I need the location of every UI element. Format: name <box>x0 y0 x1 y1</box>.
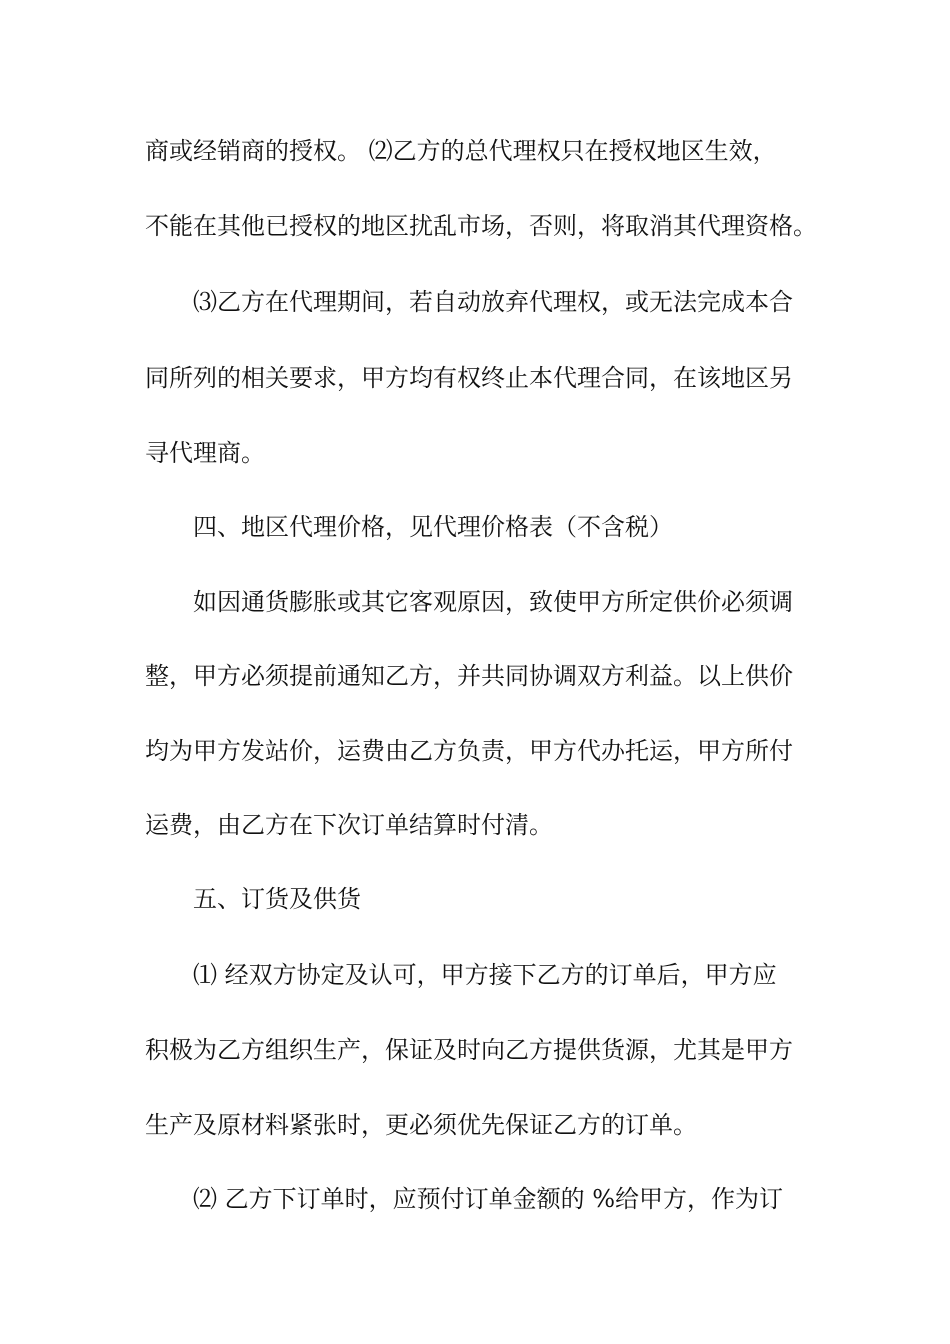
text-line-7: 如因通货膨胀或其它客观原因，致使甲方所定供价必须调 <box>193 588 793 616</box>
text-line-3: ⑶乙方在代理期间，若自动放弃代理权，或无法完成本合 <box>193 288 793 316</box>
text-line-8: 整，甲方必须提前通知乙方，并共同协调双方利益。以上供价 <box>145 662 793 690</box>
text-line-2: 不能在其他已授权的地区扰乱市场，否则，将取消其代理资格。 <box>145 212 817 240</box>
text-line-10: 运费，由乙方在下次订单结算时付清。 <box>145 811 553 839</box>
text-line-14: 生产及原材料紧张时，更必须优先保证乙方的订单。 <box>145 1111 697 1139</box>
text-line-1: 商或经销商的授权。 ⑵乙方的总代理权只在授权地区生效， <box>145 137 777 165</box>
text-line-13: 积极为乙方组织生产，保证及时向乙方提供货源，尤其是甲方 <box>145 1036 793 1064</box>
section-heading-5: 五、订货及供货 <box>193 885 361 913</box>
text-line-12: ⑴ 经双方协定及认可，甲方接下乙方的订单后，甲方应 <box>193 961 777 989</box>
section-heading-4: 四、地区代理价格，见代理价格表（不含税） <box>193 513 673 541</box>
text-line-4: 同所列的相关要求，甲方均有权终止本代理合同，在该地区另 <box>145 364 793 392</box>
text-line-5: 寻代理商。 <box>145 439 265 467</box>
text-line-15: ⑵ 乙方下订单时，应预付订单金额的 %给甲方，作为订 <box>193 1185 784 1213</box>
text-line-9: 均为甲方发站价，运费由乙方负责，甲方代办托运，甲方所付 <box>145 737 793 765</box>
